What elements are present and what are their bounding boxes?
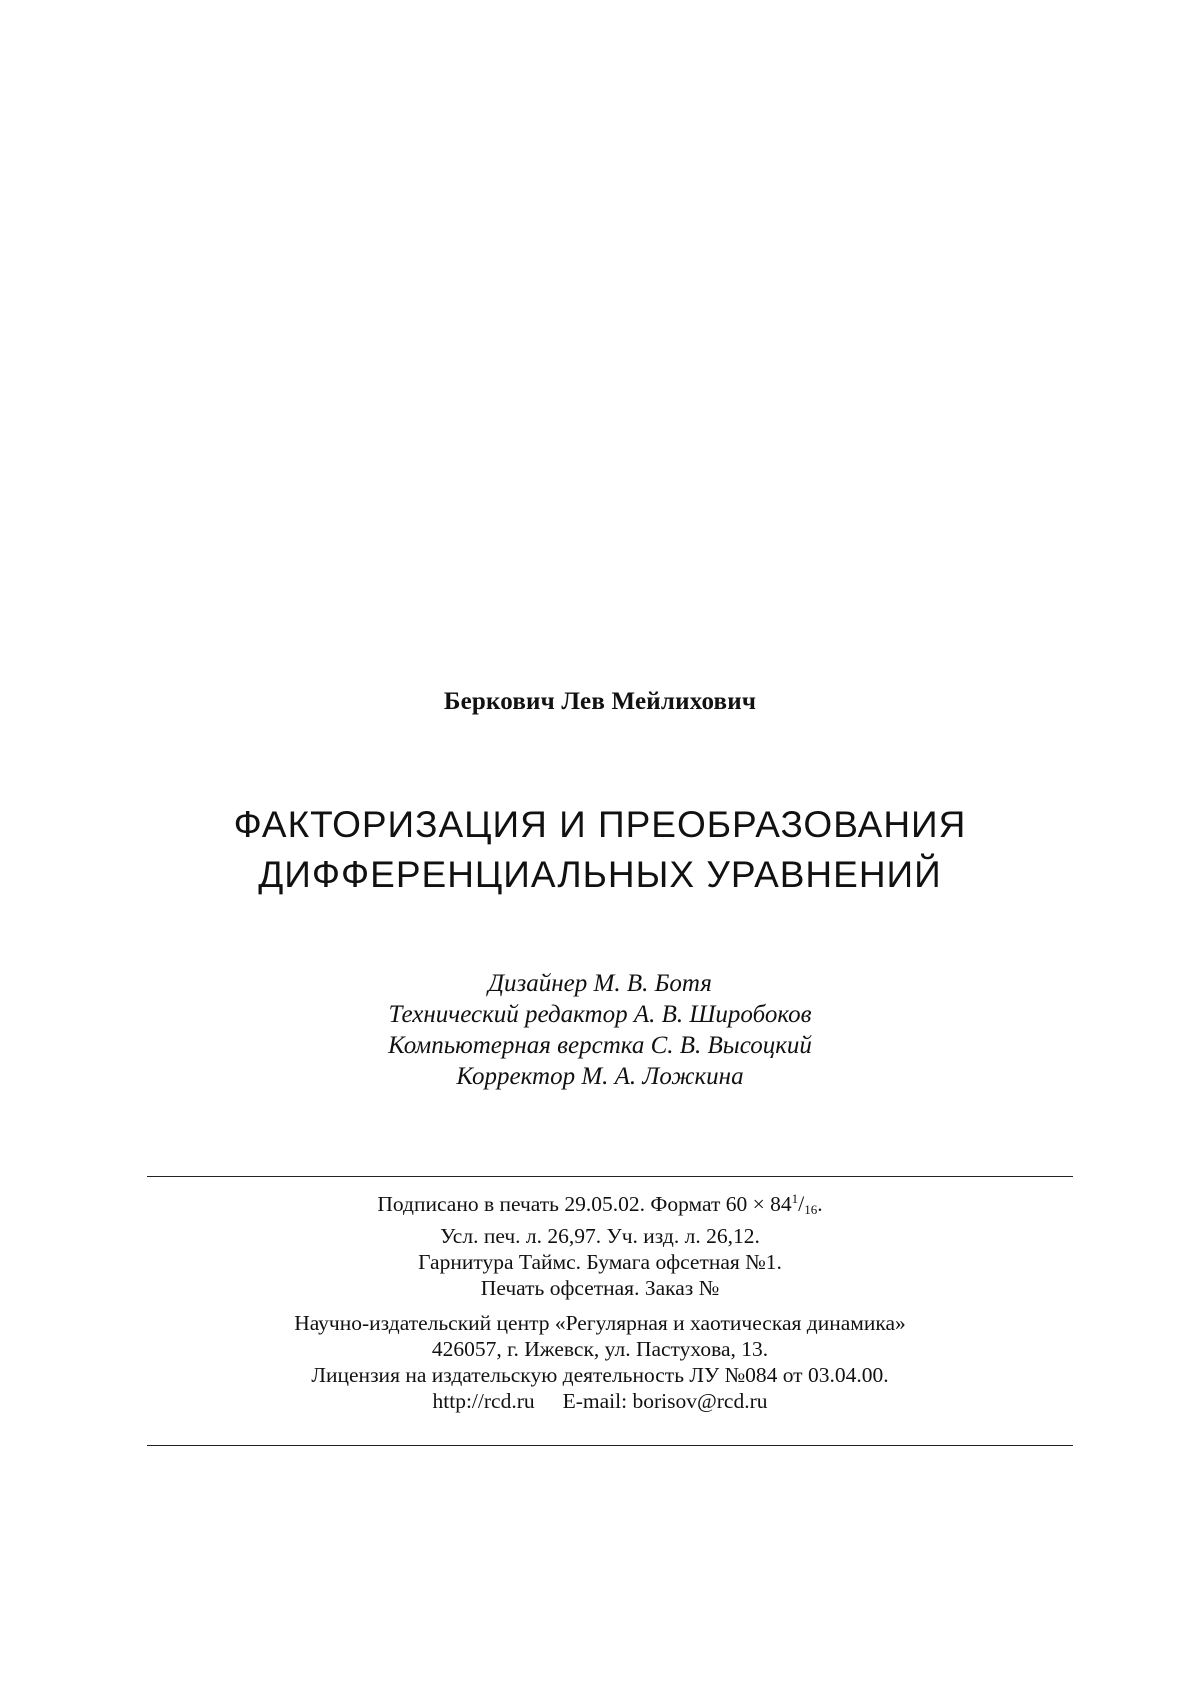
imprint-signed-suffix: . [817,1192,823,1216]
imprint-address: 426057, г. Ижевск, ул. Пастухова, 13. [431,1337,769,1361]
email-link[interactable]: E-mail: borisov@rcd.ru [562,1389,768,1413]
book-title [0,800,1200,900]
imprint-typeface: Гарнитура Таймс. Бумага офсетная №1. [418,1250,782,1274]
imprint-contacts [0,1388,1200,1414]
imprint-gap [0,1301,1200,1310]
credits-list [0,968,1200,1092]
credit-proofreader: Корректор М. А. Ложкина [456,1063,744,1090]
imprint-signed-line [0,1186,1200,1223]
website-link[interactable]: http://rcd.ru [432,1389,535,1413]
format-denominator: 16 [804,1202,818,1217]
imprint-license: Лицензия на издательскую деятельность ЛУ №084 от 03.04.00. [311,1363,889,1387]
credit-technical-editor: Технический редактор А. В. Широбоков [388,1001,812,1028]
author-name: Беркович Лев Мейлихович [443,688,757,715]
title-line-2: ДИФФЕРЕНЦИАЛЬНЫХ УРАВНЕНИЙ [258,854,942,895]
imprint-signed-text: Подписано в печать 29.05.02. Формат 60 × 84 [377,1192,792,1216]
format-numerator: 1 [791,1191,799,1206]
imprint-print: Печать офсетная. Заказ № [480,1276,720,1300]
credit-designer: Дизайнер М. В. Ботя [488,970,712,997]
top-divider [147,1176,1073,1177]
imprint-block [0,1186,1200,1414]
bottom-divider [147,1445,1073,1446]
credit-layout: Компьютерная верстка С. В. Высоцкий [388,1032,812,1059]
imprint-publisher: Научно-издательский центр «Регулярная и хаотическая динамика» [294,1311,906,1335]
title-line-1: ФАКТОРИЗАЦИЯ И ПРЕОБРАЗОВАНИЯ [233,804,967,845]
format-fraction-slash: / [798,1191,805,1216]
imprint-sheets: Усл. печ. л. 26,97. Уч. изд. л. 26,12. [440,1224,760,1248]
